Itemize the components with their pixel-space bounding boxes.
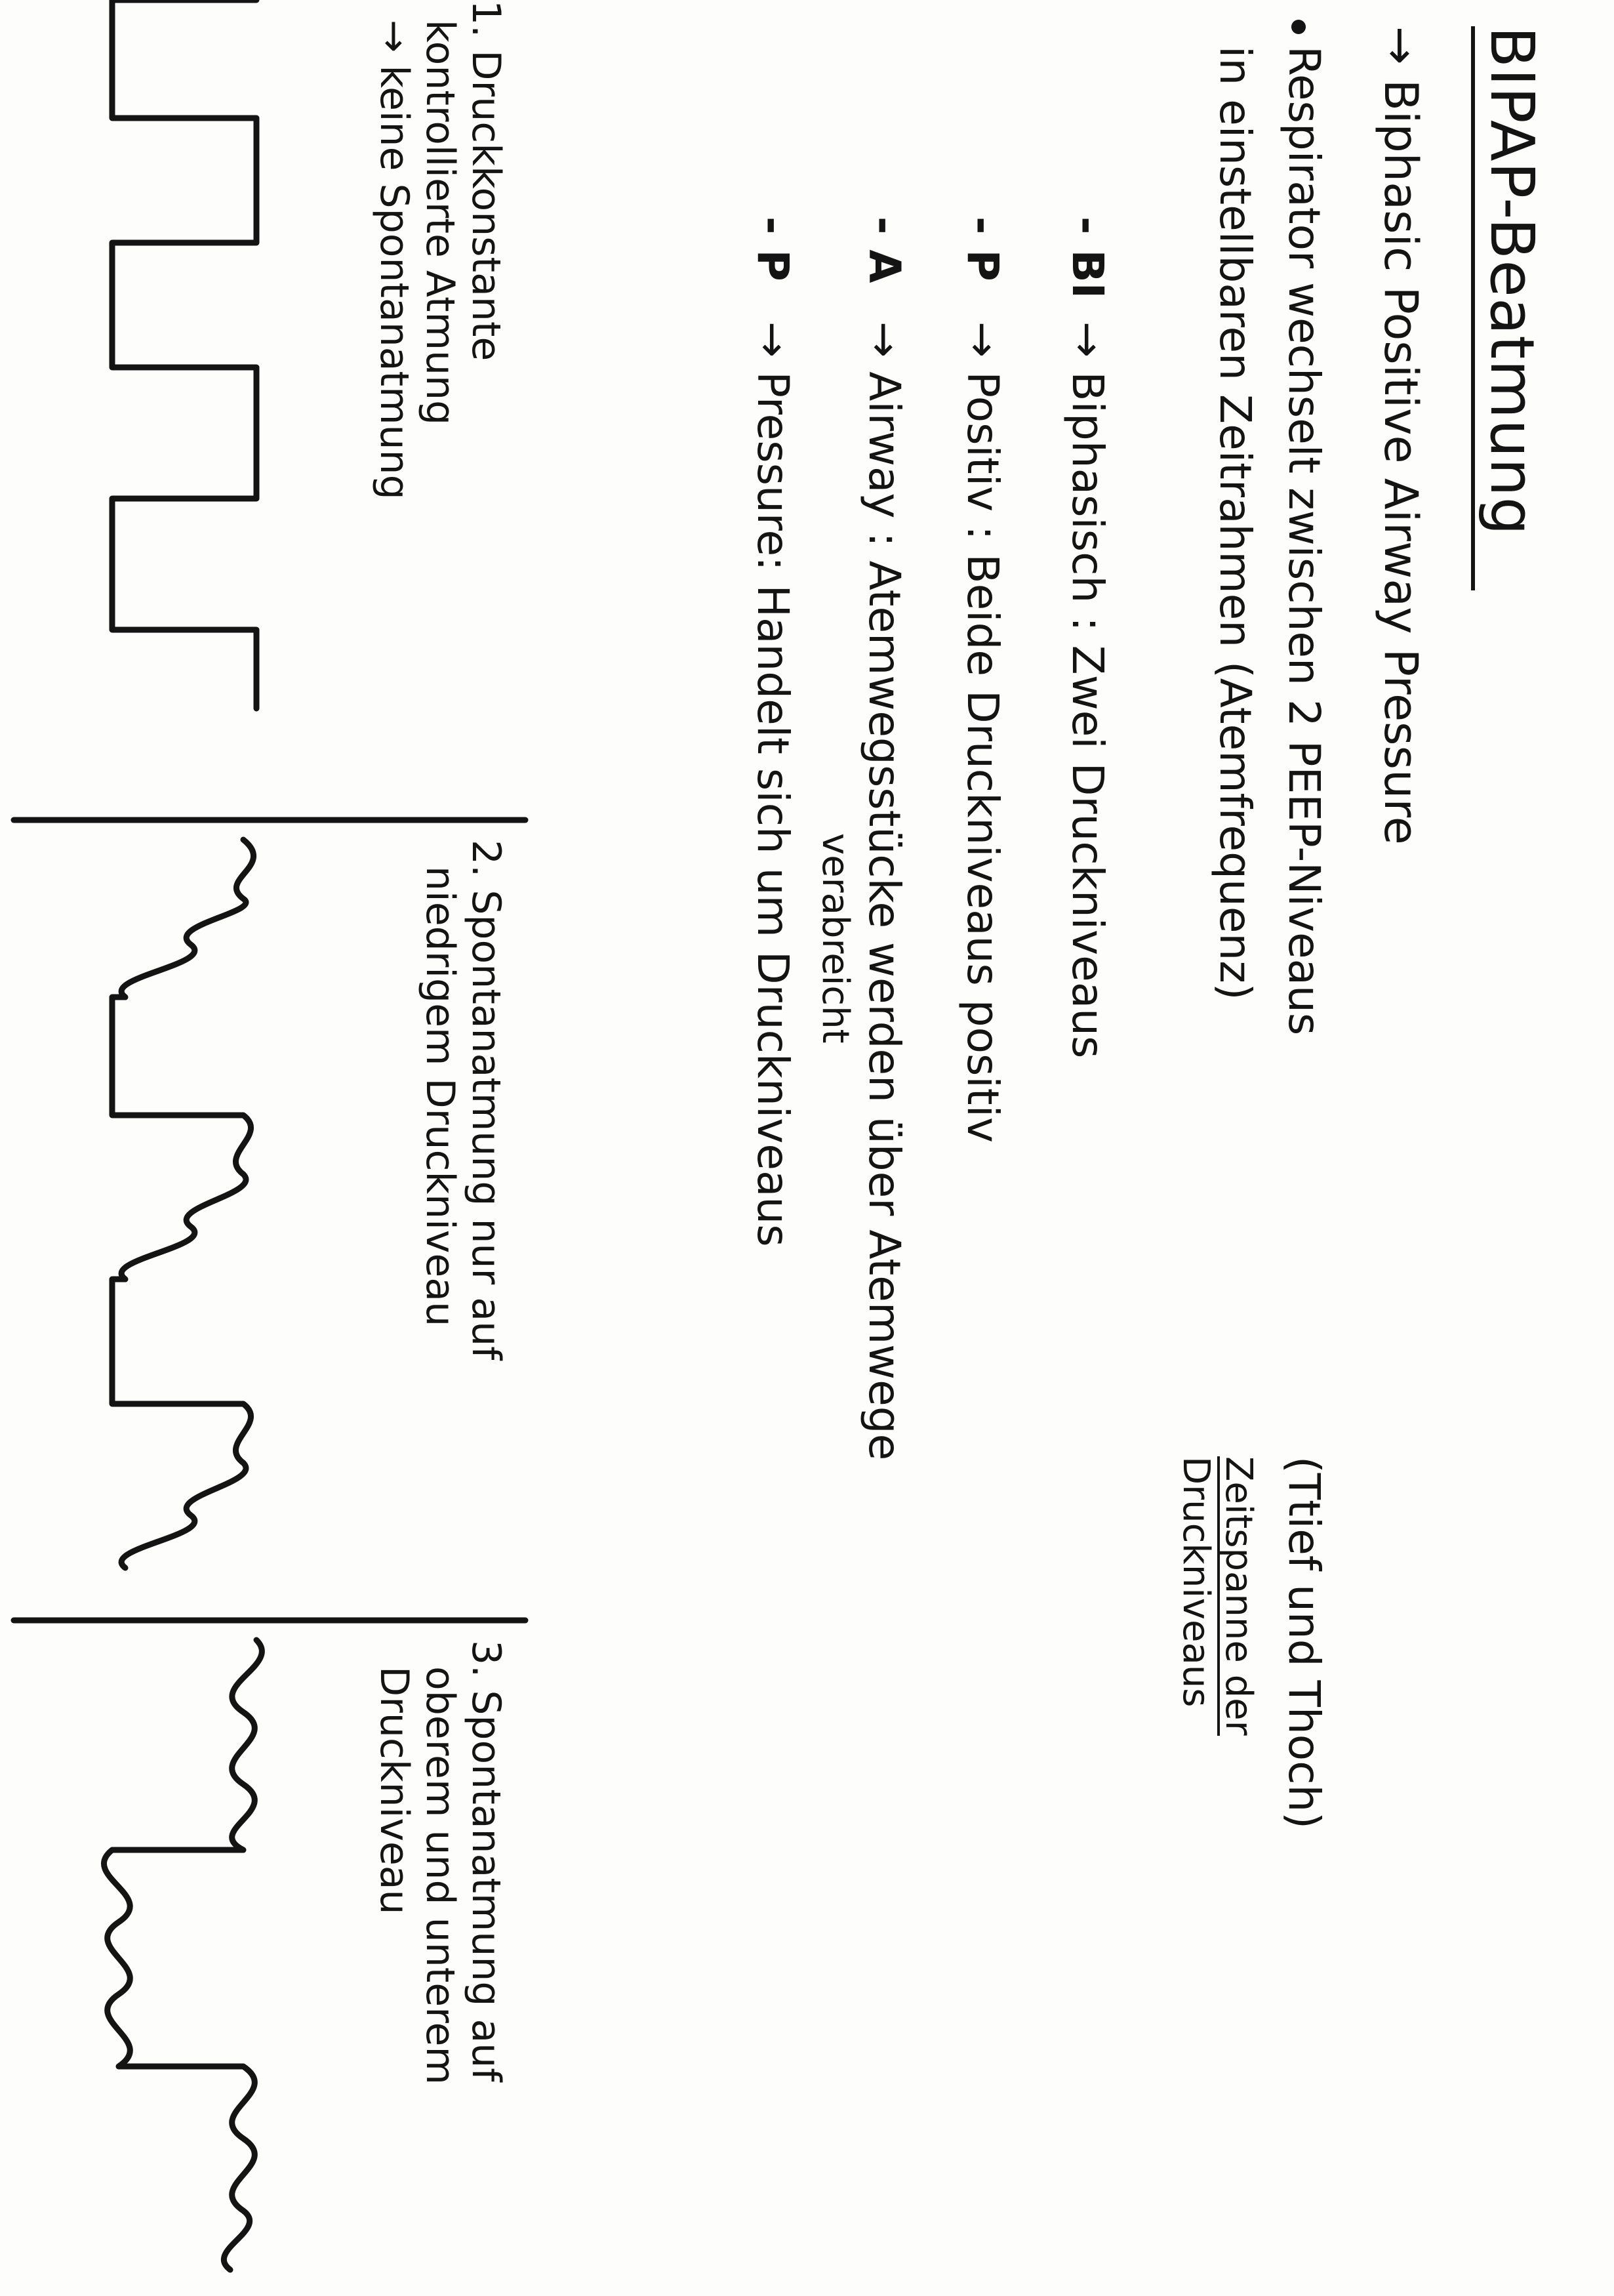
mode-1-label: 1. Druckkonstante xyxy=(463,0,509,361)
mode-1-line-1: kontrollierte Atmung xyxy=(417,20,463,426)
def-text-p2: → Pressure: Handelt sich um Druckniveaus xyxy=(748,321,798,1247)
zeitspanne-note-line-2: Druckniveaus xyxy=(1175,1456,1217,1708)
mode-3-line-1: oberem und unterem xyxy=(417,1666,463,2085)
page-title: BIPAP-Beatmung xyxy=(1471,26,1542,590)
square-wave-path xyxy=(112,0,256,708)
def-letter-p2: - P xyxy=(748,216,798,281)
mode-2-label: 2. Spontanatmung nur auf xyxy=(463,840,509,1361)
square-wave-diagram xyxy=(7,0,270,722)
bullet-line-2: in einstellbaren Zeitrahmen (Atemfrequenz) xyxy=(1210,46,1261,1000)
mode-1-line-2: → keine Spontanatmung xyxy=(371,20,417,500)
bullet-line-1: Respirator wechselt zwischen 2 PEEP-Niveaus xyxy=(1279,46,1329,1036)
mode-3-label: 3. Spontanatmung auf xyxy=(463,1640,509,2082)
subtitle: → Biphasic Positive Airway Pressure xyxy=(1374,26,1428,845)
zeitspanne-note-line-1: Zeitspanne der xyxy=(1217,1456,1260,1736)
mode-2-line-1: niedrigem Druckniveau xyxy=(417,866,463,1327)
def-letter-a: - A xyxy=(859,216,910,283)
low-level-spontaneous-wave-diagram xyxy=(7,840,270,1627)
mode-3-line-2: Druckniveau xyxy=(371,1666,417,1915)
both-levels-spontaneous-wave-diagram xyxy=(7,1640,270,2296)
def-letter-p1: - P xyxy=(958,216,1008,281)
bracket-note: (Ttief und Thoch) xyxy=(1279,1456,1329,1830)
def-text-a-continuation: verabreicht xyxy=(814,833,857,1044)
both-levels-wave-path xyxy=(104,1640,262,2270)
def-text-p1: → Positiv : Beide Druckniveaus positiv xyxy=(958,321,1008,1143)
def-letter-bi: - BI xyxy=(1062,216,1113,299)
def-text-a: → Airway : Atemwegsstücke werden über Atemwege xyxy=(859,321,910,1461)
low-level-wave-path xyxy=(112,840,254,1568)
def-text-bi: → Biphasisch : Zwei Druckniveaus xyxy=(1062,321,1113,1059)
